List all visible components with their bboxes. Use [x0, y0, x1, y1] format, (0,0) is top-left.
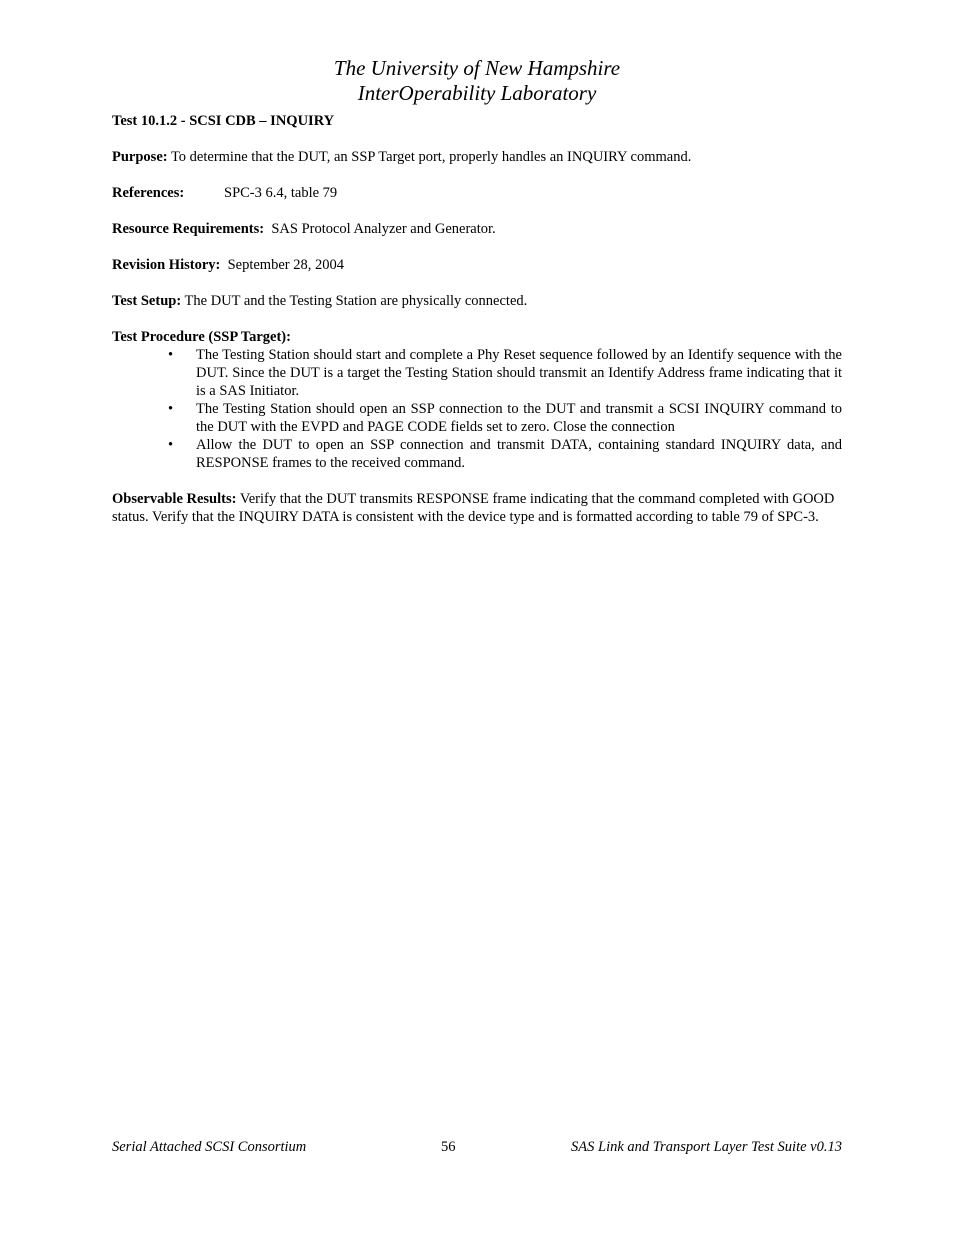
setup-label: Test Setup: [112, 293, 182, 309]
bullet-icon: • [168, 437, 174, 453]
procedure-heading: Test Procedure (SSP Target): [112, 329, 291, 345]
footer-suite-title: SAS Link and Transport Layer Test Suite v0.13 [571, 1139, 842, 1155]
procedure-step: • Allow the DUT to open an SSP connection and transmit DATA, containing standard INQUIRY data, and RESPONSE frames to the received command. [168, 437, 842, 471]
document-body [112, 112, 842, 544]
bullet-icon: • [168, 347, 174, 363]
page-header [0, 56, 954, 106]
procedure-list [112, 346, 842, 472]
header-university: The University of New Hampshire [333, 56, 621, 80]
procedure-step: • The Testing Station should open an SSP connection to the DUT and transmit a SCSI INQUIRY command to the DUT with the EVPD and PAGE CODE fields set to zero. Close the connection [168, 401, 842, 435]
page-number: 56 [441, 1139, 456, 1155]
procedure-step: • The Testing Station should start and complete a Phy Reset sequence followed by an Identify sequence with the DUT. Since the DUT is a target the Testing Station should transmit an Identify Address frame indicating that it is a SAS Initiator. [168, 347, 842, 399]
purpose-label: Purpose: [112, 149, 168, 165]
footer-consortium: Serial Attached SCSI Consortium [112, 1139, 307, 1155]
setup-paragraph [112, 292, 842, 310]
purpose-paragraph [112, 148, 842, 166]
revision-label: Revision History: [112, 257, 221, 273]
results-label: Observable Results: [112, 491, 237, 507]
results-paragraph [112, 490, 842, 526]
revision-paragraph [112, 256, 842, 274]
resources-paragraph [112, 220, 842, 238]
resources-label: Resource Requirements: [112, 221, 265, 237]
setup-text: The DUT and the Testing Station are physically connected. [181, 293, 528, 309]
page-footer [112, 1139, 842, 1159]
references-paragraph [112, 184, 842, 202]
resources-text: SAS Protocol Analyzer and Generator. [264, 221, 496, 237]
bullet-icon: • [168, 401, 174, 417]
purpose-text: To determine that the DUT, an SSP Target port, properly handles an INQUIRY command. [167, 149, 692, 165]
references-text: SPC-3 6.4, table 79 [224, 185, 338, 201]
revision-text: September 28, 2004 [220, 257, 344, 273]
test-title: Test 10.1.2 - SCSI CDB – INQUIRY [112, 113, 335, 129]
results-text: Verify that the DUT transmits RESPONSE frame indicating that the command completed with GOOD status. Verify that the INQUIRY DATA is consistent with the device type and is formatted according to table 79 of SPC-3. [112, 491, 835, 525]
references-label: References: [112, 185, 185, 201]
header-laboratory: InterOperability Laboratory [357, 81, 597, 105]
